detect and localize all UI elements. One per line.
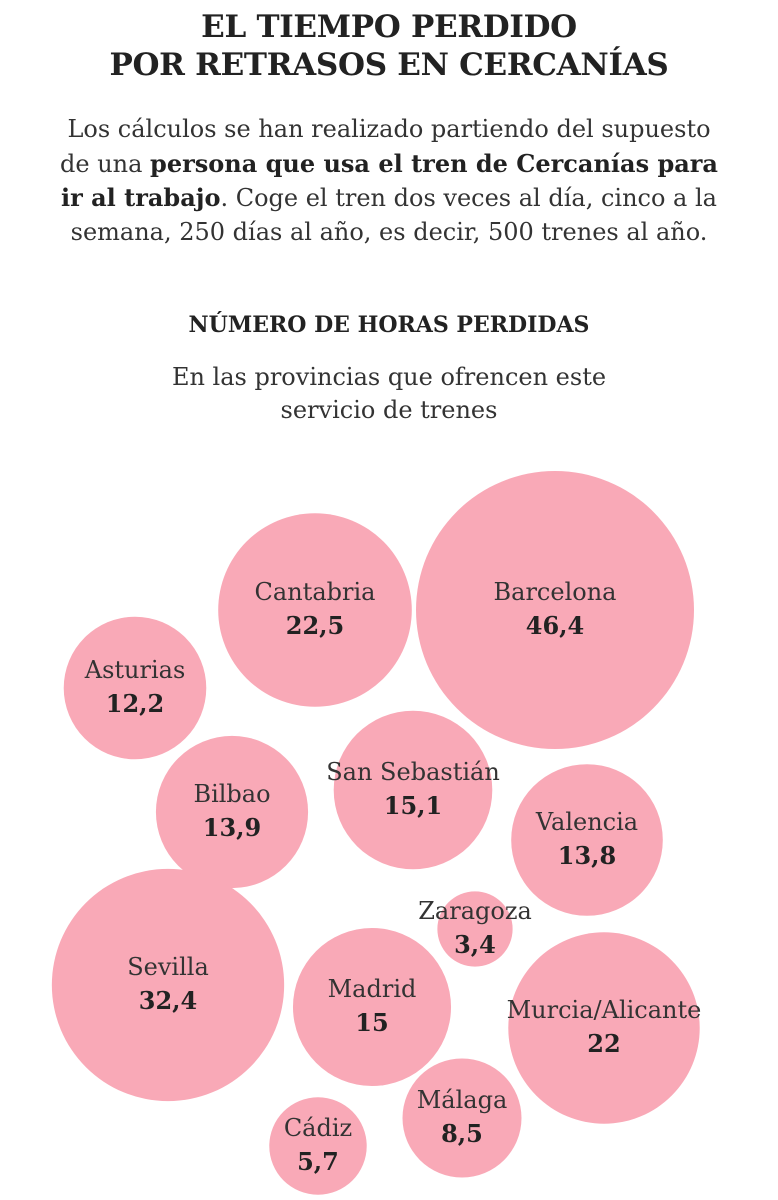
- bubble-value-zaragoza: 3,4: [454, 930, 496, 959]
- bubble-malaga: [403, 1059, 522, 1178]
- bubble-bilbao: [156, 736, 308, 888]
- bubble-value-bilbao: 13,9: [202, 813, 262, 842]
- intro-text-end: . Coge el tren dos veces al día, cinco a la semana, 250 días al año, es decir, 500 trenes al año.: [70, 184, 717, 246]
- bubble-value-cadiz: 5,7: [297, 1147, 339, 1176]
- chart-subtitle: NÚMERO DE HORAS PERDIDAS: [188, 312, 590, 338]
- intro-bold-text: persona que usa el tren de Cercanías para ir al trabajo: [61, 148, 718, 212]
- bubble-murcia-alicante: [508, 932, 699, 1123]
- bubble-sevilla: [52, 869, 284, 1101]
- bubble-cadiz: [269, 1097, 366, 1194]
- bubble-label-cantabria: Cantabria: [254, 578, 376, 606]
- bubble-label-cadiz: Cádiz: [283, 1114, 353, 1142]
- bubble-label-madrid: Madrid: [327, 975, 417, 1003]
- bubble-label-zaragoza: Zaragoza: [418, 897, 532, 925]
- bubble-value-san-sebastian: 15,1: [383, 791, 443, 820]
- bubble-valencia: [511, 764, 663, 916]
- title-line: POR RETRASOS EN CERCANÍAS: [109, 47, 669, 83]
- bubble-value-valencia: 13,8: [557, 841, 617, 870]
- bubble-value-barcelona: 46,4: [525, 611, 585, 640]
- bubble-label-san-sebastian: San Sebastián: [326, 758, 500, 786]
- bubble-value-malaga: 8,5: [441, 1119, 483, 1148]
- bubble-label-murcia-alicante: Murcia/Alicante: [506, 996, 702, 1024]
- title-line: EL TIEMPO PERDIDO: [201, 9, 577, 45]
- bubble-asturias: [64, 617, 207, 760]
- intro-text: Los cálculos se han realizado partiendo del supuesto de una: [60, 115, 711, 178]
- bubble-barcelona: [416, 471, 694, 749]
- bubble-madrid: [293, 928, 451, 1086]
- chart-note: En las provincias que ofrencen este servicio de trenes: [171, 363, 607, 424]
- bubble-value-sevilla: 32,4: [138, 986, 198, 1015]
- bubble-label-malaga: Málaga: [416, 1086, 508, 1114]
- bubble-label-valencia: Valencia: [535, 808, 639, 836]
- bubble-san-sebastian: [334, 711, 493, 870]
- bubble-label-sevilla: Sevilla: [127, 953, 209, 981]
- bubble-value-murcia-alicante: 22: [587, 1029, 621, 1058]
- bubble-label-asturias: Asturias: [84, 656, 186, 684]
- bubble-label-bilbao: Bilbao: [193, 780, 271, 808]
- bubble-value-madrid: 15: [355, 1008, 389, 1037]
- bubble-cantabria: [218, 513, 412, 707]
- bubble-value-cantabria: 22,5: [285, 611, 345, 640]
- bubble-label-barcelona: Barcelona: [493, 578, 617, 606]
- bubble-value-asturias: 12,2: [105, 689, 165, 718]
